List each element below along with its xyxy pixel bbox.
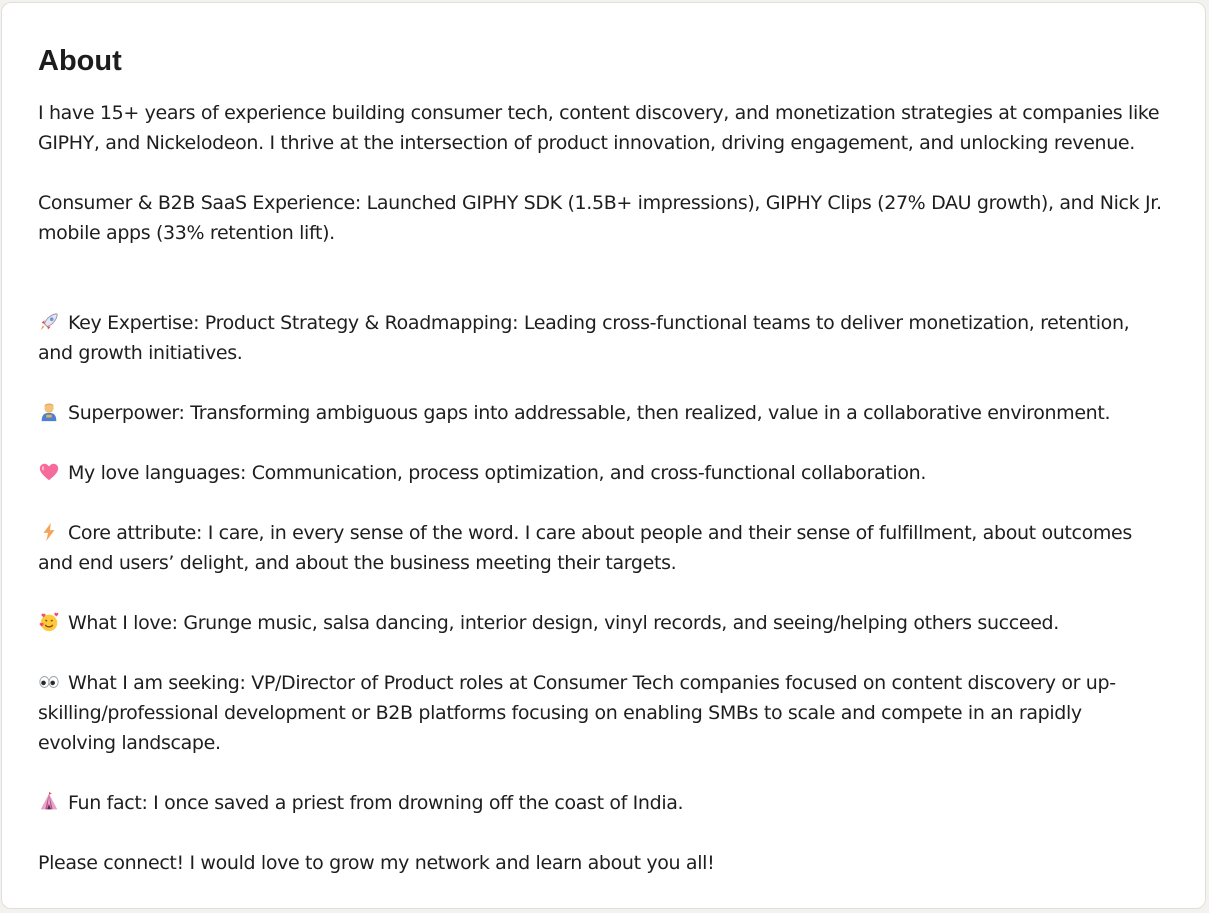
blank-line [38,368,1173,398]
about-card [1,2,1206,909]
eyes-icon [38,671,60,693]
about-line: Consumer & B2B SaaS Experience: Launched GIPHY SDK (1.5B+ impressions), GIPHY Clips (27% DAU growth), and Nick Jr. [38,192,1162,214]
love-languages-line [38,458,1173,488]
heart-icon [38,461,60,483]
superpower-line [38,398,1173,428]
blank-line [38,488,1173,518]
about-description [38,98,1173,878]
blank-line [38,428,1173,458]
about-line: Please connect! I would love to grow my network and learn about you all! [38,852,715,874]
circus-tent-icon [38,791,60,813]
core-attribute-text: Core attribute: I care, in every sense of the word. I care about people and their sense of fulfillment, about outcomes [68,522,1132,544]
lightning-icon [38,521,60,543]
blank-line [38,248,1173,278]
rocket-icon [38,311,60,333]
superhero-icon [38,401,60,423]
seeking-line [38,668,1173,698]
about-line: skilling/professional development or B2B platforms focusing on enabling SMBs to scale and compete in an rapidly [38,702,1082,724]
blank-line [38,278,1173,308]
expertise-text: Key Expertise: Product Strategy & Roadmapping: Leading cross-functional teams to deliver monetization, retention, [68,312,1130,334]
blank-line [38,578,1173,608]
what-i-love-text: What I love: Grunge music, salsa dancing, interior design, vinyl records, and seeing/helping others succeed. [68,612,1059,634]
about-line: evolving landscape. [38,732,221,754]
fun-fact-text: Fun fact: I once saved a priest from drowning off the coast of India. [68,792,684,814]
about-line: mobile apps (33% retention lift). [38,222,335,244]
about-title: About [38,45,122,77]
core-attribute-line [38,518,1173,548]
about-line: GIPHY, and Nickelodeon. I thrive at the intersection of product innovation, driving engagement, and unlocking revenue. [38,132,1135,154]
superpower-text: Superpower: Transforming ambiguous gaps into addressable, then realized, value in a collaborative environment. [68,402,1111,424]
love-languages-text: My love languages: Communication, process optimization, and cross-functional collaboration. [68,462,927,484]
about-line: and end users’ delight, and about the business meeting their targets. [38,552,677,574]
smiling-face-with-hearts-icon [38,611,60,633]
blank-line [38,818,1173,848]
about-line: and growth initiatives. [38,342,243,364]
what-i-love-line [38,608,1173,638]
seeking-text: What I am seeking: VP/Director of Product roles at Consumer Tech companies focused on content discovery or up- [68,672,1116,694]
fun-fact-line [38,788,1173,818]
blank-line [38,158,1173,188]
about-line: I have 15+ years of experience building consumer tech, content discovery, and monetization strategies at companies like [38,102,1160,124]
blank-line [38,758,1173,788]
blank-line [38,638,1173,668]
expertise-line [38,308,1173,338]
